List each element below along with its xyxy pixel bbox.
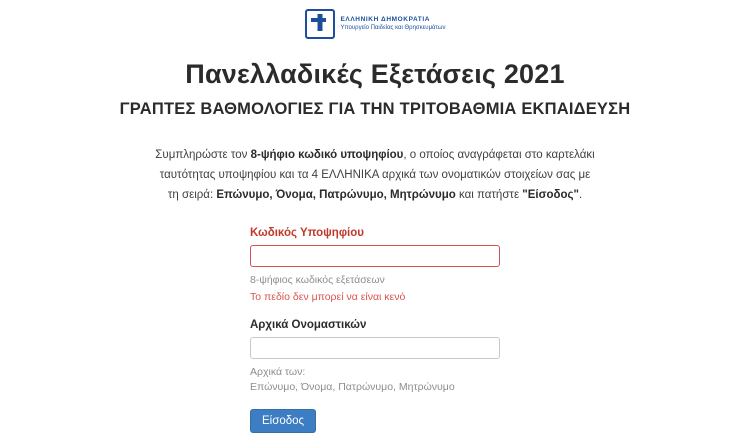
instructions-line1-part1: Συμπληρώστε τον	[155, 149, 251, 161]
page-subtitle: ΓΡΑΠΤΕΣ ΒΑΘΜΟΛΟΓΙΕΣ ΓΙΑ ΤΗΝ ΤΡΙΤΟΒΑΘΜΙΑ ΕΚΠΑΙΔΕΥΣΗ	[119, 100, 631, 118]
logo-text	[341, 16, 446, 31]
ministry-name: Υπουργείο Παιδείας και Θρησκευμάτων	[340, 24, 446, 31]
instructions-line2: ταυτότητας υποψηφίου και τα 4 ΕΛΛΗΝΙΚΑ αρχικά των ονοματικών στοιχείων σας με τη σειρά:	[159, 169, 591, 202]
field-spacer	[250, 303, 500, 319]
instructions-line3-mid: και πατήστε	[455, 189, 523, 202]
initials-input[interactable]	[250, 337, 500, 359]
submit-button[interactable]: Είσοδος	[250, 409, 316, 433]
page-title: Πανελλαδικές Εξετάσεις 2021	[185, 59, 565, 89]
instructions	[155, 145, 595, 205]
instructions-line1-part2: , ο οποίος αναγράφεται στο καρτελάκι	[403, 149, 595, 161]
greek-republic-emblem-icon	[305, 9, 335, 39]
initials-helper-sub: Επώνυμο, Όνομα, Πατρώνυμο, Μητρώνυμο	[250, 381, 455, 394]
candidate-code-label: Κωδικός Υποψηφίου	[250, 227, 364, 240]
logo-block	[305, 9, 446, 39]
organization-name: ΕΛΛΗΝΙΚΗ ΔΗΜΟΚΡΑΤΙΑ	[340, 16, 431, 24]
instructions-line3-bold: Επώνυμο, Όνομα, Πατρώνυμο, Μητρώνυμο	[216, 189, 456, 202]
instructions-line1-bold: 8-ψήφιο κωδικό υποψηφίου	[250, 149, 404, 161]
site-header	[0, 0, 750, 39]
candidate-code-helper: 8-ψήφιος κωδικός εξετάσεων	[250, 274, 385, 287]
candidate-code-input[interactable]	[250, 245, 500, 267]
instructions-line3-end: .	[578, 189, 583, 202]
candidate-code-error: Το πεδίο δεν μπορεί να είναι κενό	[250, 291, 406, 304]
initials-label: Αρχικά Ονομαστικών	[250, 319, 367, 332]
login-form	[250, 227, 500, 433]
instructions-line3-bold2: "Είσοδος"	[522, 189, 579, 202]
initials-helper: Αρχικά των:	[250, 366, 306, 379]
